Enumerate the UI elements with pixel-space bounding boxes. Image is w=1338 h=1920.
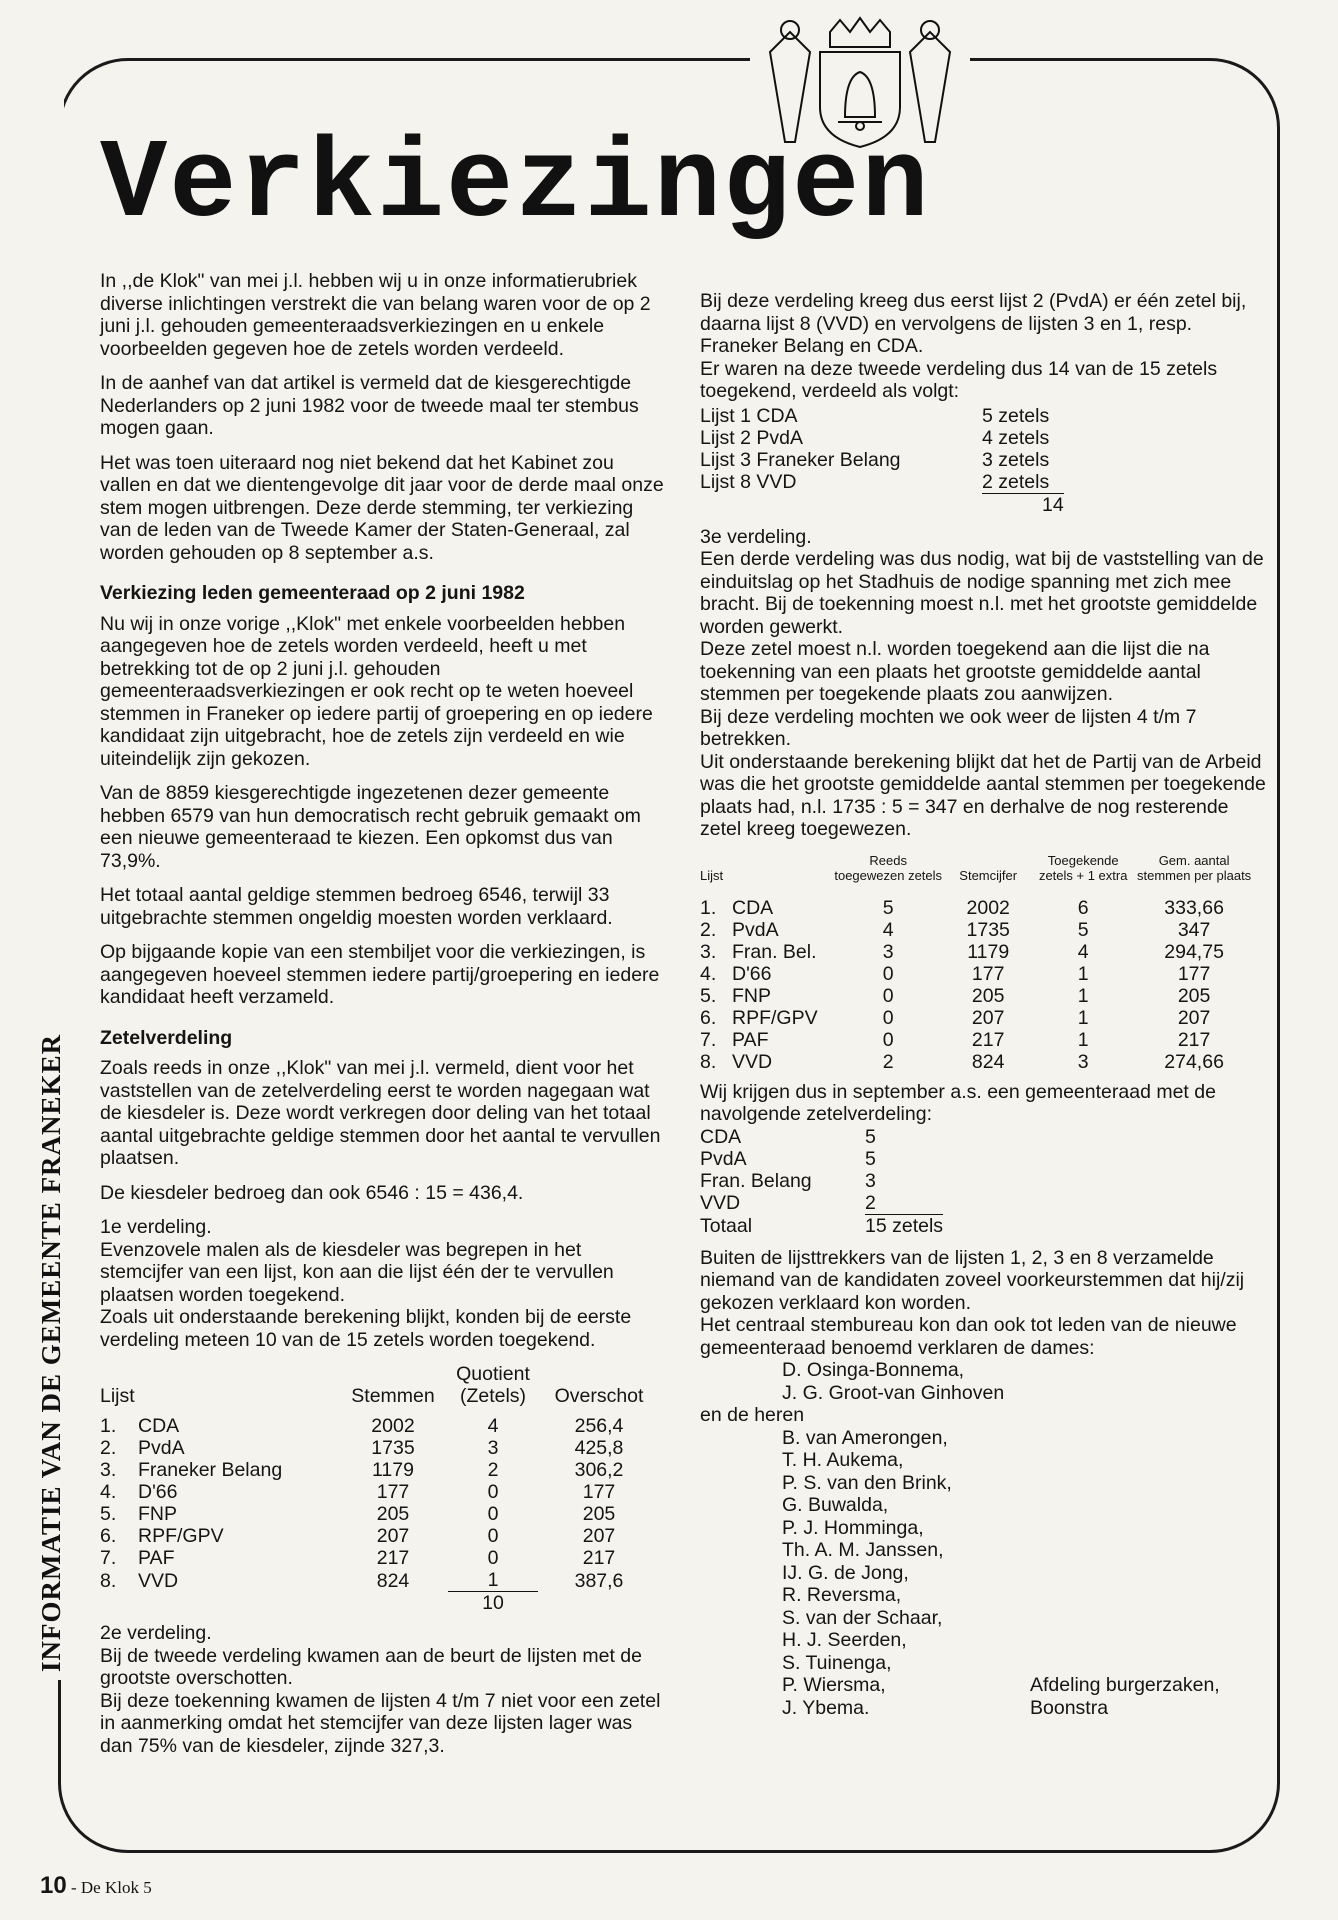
page-title: Verkiezingen [100, 122, 931, 249]
elected-member: P. S. van den Brink, [782, 1471, 952, 1494]
body-paragraph: Bij deze verdeling mochten we ook weer de lijsten 4 t/m 7 betrekken. [700, 705, 1197, 750]
remainder-cell: 207 [582, 1525, 616, 1547]
body-paragraph: Uit onderstaande berekening blijkt dat het de Partij van de Arbeid was die het grootste gemiddelde aantal stemmen per toegekende plaats had, n.l. 1735 : 5 = 347 en derhalve de nog resterende zetel kreeg toegewezen. [700, 750, 1266, 840]
assigned-seats-cell: 3 [882, 940, 894, 963]
row-number: 2. [100, 1437, 117, 1459]
final-seats-table [700, 1126, 943, 1237]
column-header: Overschot [554, 1385, 644, 1407]
remainder-cell: 217 [582, 1547, 616, 1569]
party-name: VVD [732, 1050, 773, 1073]
body-paragraph: Het totaal aantal geldige stemmen bedroeg 6546, terwijl 33 uitgebrachte stemmen ongeldig moesten worden verklaard. [100, 884, 613, 929]
votes-cell: 824 [971, 1050, 1005, 1073]
quotient-cell: 1 [487, 1569, 499, 1591]
body-paragraph: Een derde verdeling was dus nodig, wat bij de vaststelling van de einduitslag op het Stadhuis de nodige spanning met zich mee bracht. Bij de toekenning moest n.l. met het grootste gemiddelde worden gewerkt. [700, 548, 1264, 638]
quotient-cell: 0 [487, 1547, 499, 1569]
row-number: 4. [100, 1481, 117, 1503]
votes-cell: 205 [971, 984, 1005, 1007]
remainder-cell: 387,6 [574, 1569, 624, 1592]
quotient-cell: 0 [487, 1481, 499, 1503]
party-name: PvdA [732, 918, 779, 941]
party-name: PAF [138, 1547, 175, 1569]
table-row [700, 985, 1255, 1007]
section-heading: Zetelverdeling [100, 1026, 233, 1049]
body-paragraph: Bij deze verdeling kreeg dus eerst lijst 2 (PvdA) er één zetel bij, daarna lijst 8 (VVD) en vervolgens de lijsten 3 en 1, resp. Franeker Belang en CDA. [700, 290, 1247, 357]
total-label: Totaal [700, 1214, 753, 1237]
body-paragraph: Deze zetel moest n.l. worden toegekend aan die lijst die na toekenning van een plaats het grootste gemiddelde aantal stemmen per toegekende plaats zou aanwijzen. [700, 638, 1210, 705]
elected-member: P. J. Homminga, [782, 1516, 924, 1539]
row-number: 1. [100, 1415, 117, 1437]
table-row [100, 1547, 660, 1569]
votes-cell: 177 [971, 962, 1005, 985]
table-row [700, 1192, 943, 1215]
votes-cell: 217 [971, 1028, 1005, 1051]
average-cell: 207 [1177, 1006, 1211, 1029]
section-heading: Verkiezing leden gemeenteraad op 2 juni 1982 [100, 582, 525, 604]
table-row [100, 1481, 660, 1503]
party-name: PvdA [700, 1147, 747, 1170]
body-paragraph: Evenzovele malen als de kiesdeler was begrepen in het stemcijfer van een lijst, kon aan die lijst één der te vervullen plaatsen worden toegekend. [100, 1238, 614, 1306]
average-cell: 217 [1177, 1028, 1211, 1051]
seats-cell: 4 zetels [982, 426, 1050, 449]
seats-plus-one-cell: 6 [1077, 896, 1089, 919]
intro-paragraph: In ,,de Klok" van mei j.l. hebben wij u in onze informatierubriek diverse inlichtingen verstrekt die van belang waren voor de op 2 juni j.l. gehouden gemeenteraadsverkiezingen en u enkele voorbeelden gegeven hoe de zetels worden verdeeld. [100, 270, 651, 360]
assigned-seats-cell: 5 [882, 896, 894, 919]
body-paragraph: Bij de tweede verdeling kwamen aan de beurt de lijsten met de grootste overschotten. [100, 1644, 642, 1689]
gentlemen-label: en de heren [700, 1404, 805, 1426]
signature-line: Boonstra [1030, 1696, 1109, 1719]
assigned-seats-cell: 2 [882, 1050, 894, 1073]
page-footer: 10 - De Klok 5 [40, 1872, 152, 1899]
party-name: CDA [138, 1415, 180, 1437]
table-row [100, 1459, 660, 1481]
votes-cell: 1735 [966, 918, 1010, 941]
average-cell: 205 [1177, 984, 1211, 1007]
column-header: Gem. aantal stemmen per plaats [1137, 852, 1252, 883]
party-name: VVD [138, 1569, 179, 1592]
table-total: 14 [982, 493, 1064, 516]
page-number: 10 [40, 1872, 67, 1899]
body-paragraph: Buiten de lijsttrekkers van de lijsten 1, 2, 3 en 8 verzamelde niemand van de kandidaten zoveel voorkeurstemmen dat hij/zij gekozen verklaard kon worden. [700, 1246, 1245, 1314]
intro-paragraph: In de aanhef van dat artikel is vermeld dat de kiesgerechtigde Nederlanders op 2 juni 1982 voor de tweede maal ter stembus mogen gaan. [100, 372, 639, 439]
list-name: Lijst 8 VVD [700, 471, 797, 493]
votes-cell: 1179 [967, 940, 1010, 963]
table-row [700, 1148, 943, 1170]
party-name: Fran. Belang [700, 1169, 812, 1192]
votes-cell: 205 [376, 1503, 410, 1525]
remainder-cell: 425,8 [574, 1437, 624, 1459]
column-header: Reeds toegewezen zetels [834, 852, 943, 883]
table-row [700, 963, 1255, 985]
remainder-cell: 205 [582, 1503, 616, 1525]
elected-member: P. Wiersma, [782, 1674, 886, 1696]
list-name: Lijst 2 PvdA [700, 426, 803, 449]
votes-cell: 2002 [371, 1415, 415, 1437]
table-row [700, 1029, 1255, 1051]
seats-plus-one-cell: 1 [1077, 984, 1089, 1007]
table-row [100, 1415, 660, 1437]
third-distribution-table [700, 853, 1255, 1073]
party-name: Franeker Belang [138, 1459, 283, 1481]
body-paragraph: 1e verdeling. [100, 1216, 212, 1238]
remainder-cell: 256,4 [574, 1415, 624, 1437]
row-number: 3. [700, 940, 717, 963]
right-column [700, 290, 1274, 1719]
quotient-cell: 0 [487, 1525, 499, 1547]
seats-plus-one-cell: 1 [1077, 1006, 1089, 1029]
table-row [700, 449, 1064, 471]
seats-plus-one-cell: 5 [1077, 918, 1089, 941]
body-paragraph: 2e verdeling. [100, 1622, 212, 1644]
quotient-cell: 4 [487, 1415, 499, 1437]
elected-member: R. Reversma, [782, 1584, 902, 1606]
row-number: 7. [100, 1547, 117, 1569]
column-header: Quotient (Zetels) [456, 1363, 530, 1407]
body-paragraph: Op bijgaande kopie van een stembiljet voor die verkiezingen, is aangegeven hoeveel stemmen iedere partij/groepering en iedere kandidaat heeft verzameld. [100, 941, 660, 1008]
table-row [700, 1051, 1255, 1073]
table-row [700, 471, 1064, 494]
signature [1030, 1674, 1220, 1719]
table-header-row [700, 853, 1255, 897]
list-name: Lijst 1 CDA [700, 404, 798, 427]
table-row [700, 1007, 1255, 1029]
list-name: Lijst 3 Franeker Belang [700, 448, 901, 471]
elected-member: B. van Amerongen, [782, 1426, 948, 1449]
seats-cell: 3 zetels [982, 448, 1050, 471]
column-header: Stemcijfer [959, 867, 1018, 883]
column-header: Toegekende zetels + 1 extra [1038, 852, 1128, 883]
party-name: D'66 [732, 962, 772, 985]
intro-paragraph: Het was toen uiteraard nog niet bekend dat het Kabinet zou vallen en dat we dientengevolge dit jaar voor de derde maal onze stem mogen uitbrengen. Deze derde stemming, ter verkiezing van de leden van de Tweede Kamer der Staten-Generaal, zal worden gehouden op 8 september a.s. [100, 451, 664, 564]
row-number: 5. [700, 984, 717, 1007]
table-total: 15 zetels [865, 1214, 944, 1237]
elected-member: G. Buwalda, [782, 1494, 889, 1516]
row-number: 4. [700, 962, 717, 985]
seats-plus-one-cell: 1 [1077, 962, 1089, 985]
assigned-seats-cell: 0 [882, 1028, 894, 1051]
table-row [100, 1503, 660, 1525]
party-name: FNP [138, 1503, 177, 1525]
assigned-seats-cell: 0 [882, 962, 894, 985]
quotient-cell: 2 [487, 1459, 499, 1481]
seats-plus-one-cell: 3 [1077, 1050, 1089, 1073]
table-header-row [100, 1363, 660, 1407]
body-paragraph: Er waren na deze tweede verdeling dus 14 van de 15 zetels toegekend, verdeeld als volgt: [700, 357, 1218, 402]
average-cell: 294,75 [1164, 940, 1224, 963]
votes-cell: 2002 [966, 896, 1010, 919]
row-number: 6. [100, 1525, 117, 1547]
votes-cell: 207 [376, 1525, 410, 1547]
party-name: PAF [732, 1028, 769, 1051]
row-number: 7. [700, 1028, 717, 1051]
elected-member: S. van der Schaar, [782, 1606, 943, 1629]
column-header: Lijst [700, 867, 724, 883]
left-column [100, 270, 666, 1757]
table-row [700, 427, 1064, 449]
row-number: 3. [100, 1459, 117, 1481]
average-cell: 333,66 [1164, 896, 1224, 919]
table-row [100, 1569, 660, 1592]
party-name: VVD [700, 1192, 741, 1214]
elected-member: S. Tuinenga, [782, 1651, 892, 1674]
remainder-cell: 177 [582, 1481, 616, 1503]
row-number: 8. [700, 1050, 717, 1073]
elected-member: T. H. Aukema, [782, 1449, 904, 1471]
signature-line: Afdeling burgerzaken, [1030, 1674, 1220, 1696]
votes-cell: 177 [376, 1481, 410, 1503]
seats-cell: 5 [865, 1147, 876, 1170]
seats-cell: 2 zetels [982, 470, 1050, 493]
body-paragraph: Wij krijgen dus in september a.s. een gemeenteraad met de navolgende zetelverdeling: [700, 1080, 1216, 1125]
votes-cell: 217 [376, 1547, 410, 1569]
average-cell: 274,66 [1164, 1050, 1224, 1073]
body-paragraph: Van de 8859 kiesgerechtigde ingezetenen dezer gemeente hebben 6579 van hun democratisch recht gebruik gemaakt om een nieuwe gemeenteraad te kiezen. Een opkomst dus van 73,9%. [100, 782, 641, 872]
assigned-seats-cell: 0 [882, 984, 894, 1007]
seats-cell: 3 [865, 1169, 876, 1192]
row-number: 2. [700, 918, 717, 941]
elected-member: J. G. Groot-van Ginhoven [782, 1381, 1005, 1404]
party-name: D'66 [138, 1481, 178, 1503]
votes-cell: 207 [971, 1006, 1005, 1029]
seats-plus-one-cell: 1 [1077, 1028, 1089, 1051]
table-row [700, 919, 1255, 941]
average-cell: 347 [1177, 918, 1211, 941]
elected-member: Th. A. M. Janssen, [782, 1539, 944, 1561]
elected-member: H. J. Seerden, [782, 1629, 907, 1651]
elected-member: D. Osinga-Bonnema, [782, 1359, 965, 1381]
table-row [700, 941, 1255, 963]
seats-cell: 2 [865, 1191, 876, 1214]
table-total: 10 [448, 1592, 538, 1615]
seats-cell: 5 [865, 1125, 876, 1148]
publication-name: De Klok 5 [80, 1878, 152, 1897]
table-row [100, 1437, 660, 1459]
body-paragraph: Zoals reeds in onze ,,Klok" van mei j.l. vermeld, dient voor het vaststellen van de zetelverdeling eerst te worden nagegaan wat de kiesdeler is. Deze wordt verkregen door deling van het totaal aantal uitgebrachte geldige stemmen door het aantal te vervullen plaatsen. [100, 1057, 661, 1169]
votes-cell: 1735 [371, 1437, 415, 1459]
row-number: 8. [100, 1569, 117, 1592]
party-name: CDA [700, 1125, 742, 1148]
votes-cell: 824 [376, 1569, 410, 1592]
row-number: 6. [700, 1006, 717, 1029]
body-paragraph: Het centraal stembureau kon dan ook tot leden van de nieuwe gemeenteraad benoemd verklaren de dames: [700, 1314, 1237, 1359]
table-row [700, 405, 1064, 427]
body-paragraph: Nu wij in onze vorige ,,Klok" met enkele voorbeelden hebben aangegeven hoe de zetels worden verdeeld, heeft u met betrekking tot de op 2 juni j.l. gehouden gemeenteraadsverkiezingen er ook recht op te weten hoeveel stemmen in Franeker op iedere partij of groepering en op iedere kandidaat zijn uitgebracht, hoe de zetels zijn verdeeld en wie uiteindelijk zijn gekozen. [100, 612, 653, 770]
party-name: RPF/GPV [138, 1525, 224, 1547]
votes-cell: 1179 [372, 1459, 414, 1481]
party-name: Fran. Bel. [732, 940, 817, 963]
ladies-list [782, 1359, 1274, 1404]
body-paragraph: De kiesdeler bedroeg dan ook 6546 : 15 = 436,4. [100, 1181, 524, 1204]
party-name: FNP [732, 984, 771, 1007]
seats-cell: 5 zetels [982, 404, 1050, 427]
party-name: CDA [732, 896, 774, 919]
column-header: Lijst [100, 1385, 135, 1407]
table-row [700, 1170, 943, 1192]
quotient-cell: 0 [487, 1503, 499, 1525]
body-paragraph: 3e verdeling. [700, 525, 812, 548]
column-header: Stemmen [351, 1385, 435, 1407]
row-number: 5. [100, 1503, 117, 1525]
body-paragraph: Bij deze toekenning kwamen de lijsten 4 t/m 7 niet voor een zetel in aanmerking omdat het stemcijfer van deze lijsten lager was dan 75% van de kiesdeler, zijnde 327,3. [100, 1689, 661, 1757]
assigned-seats-cell: 4 [882, 918, 894, 941]
average-cell: 177 [1177, 962, 1211, 985]
side-strip: INFORMATIE VAN DE GEMEENTE FRANEKER [36, 0, 64, 1680]
second-distribution-table [700, 405, 1064, 516]
table-row [700, 1126, 943, 1148]
elected-member: IJ. G. de Jong, [782, 1561, 909, 1584]
assigned-seats-cell: 0 [882, 1006, 894, 1029]
table-row [100, 1525, 660, 1547]
first-distribution-table [100, 1363, 660, 1614]
table-row [700, 897, 1255, 919]
seats-plus-one-cell: 4 [1077, 940, 1089, 963]
party-name: PvdA [138, 1437, 185, 1459]
remainder-cell: 306,2 [574, 1459, 624, 1481]
row-number: 1. [700, 896, 717, 919]
party-name: RPF/GPV [732, 1006, 818, 1029]
quotient-cell: 3 [487, 1437, 499, 1459]
elected-member: J. Ybema. [782, 1696, 870, 1719]
body-paragraph: Zoals uit onderstaande berekening blijkt, konden bij de eerste verdeling meteen 10 van de 15 zetels worden toegekend. [100, 1306, 632, 1351]
